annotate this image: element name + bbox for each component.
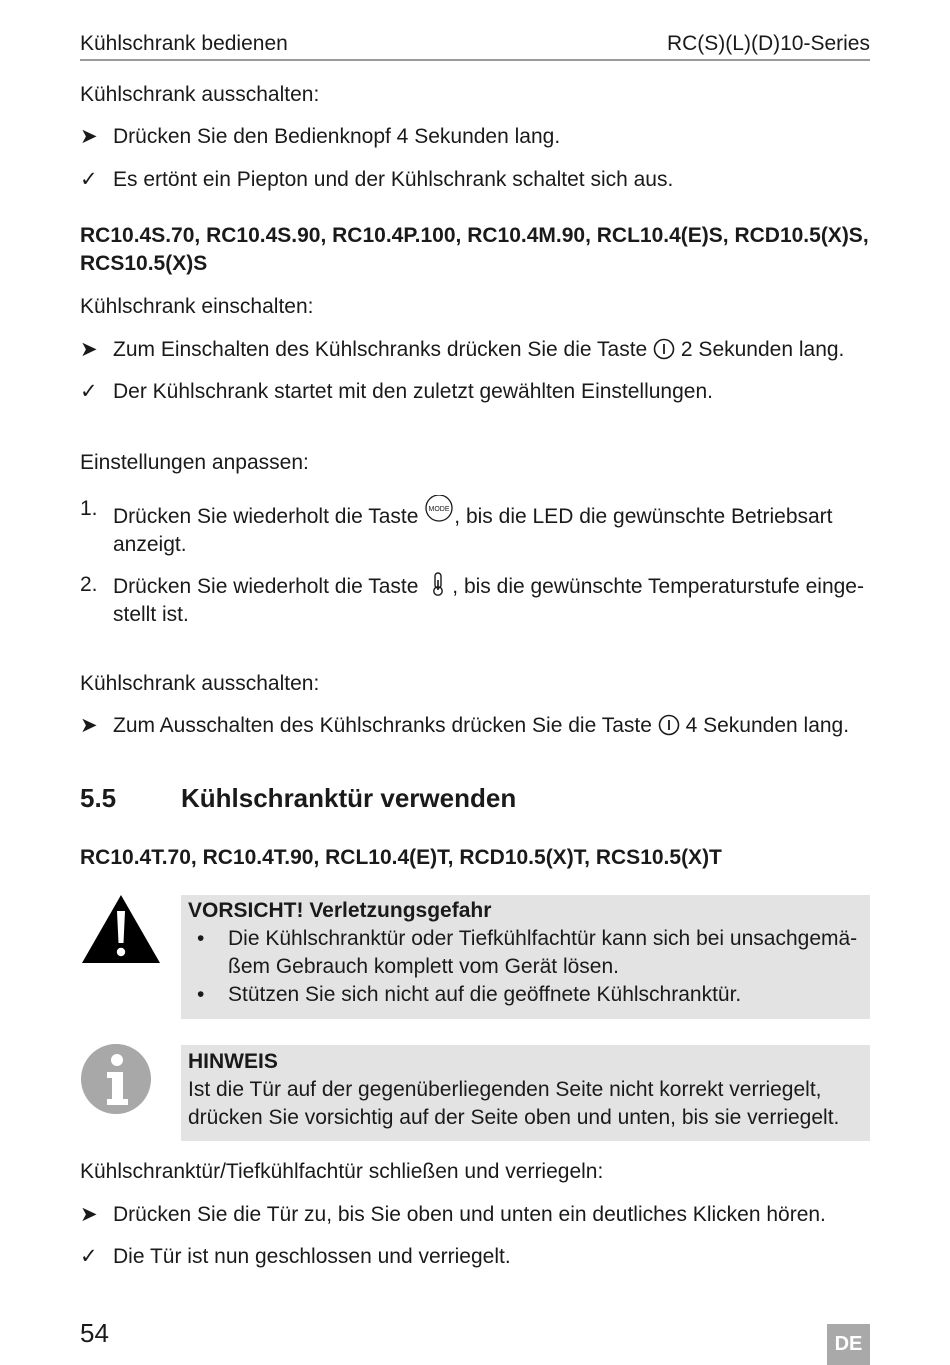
power-button-icon [658,714,680,736]
bullet-dot: • [197,927,205,950]
running-header-left: Kühlschrank bedienen [80,32,288,55]
action-arrow-icon: ➤ [80,338,98,361]
action-text-post: 2 Sekunden lang. [680,338,845,361]
step-text-pre: Drücken Sie wiederholt die Taste [113,505,419,528]
caution-box [181,895,870,1019]
switch-off-intro: Kühlschrank ausschalten: [80,83,320,106]
result-check-icon: ✓ [80,380,98,403]
door-lock-intro: Kühlschranktür/Tiefkühlfachtür schließen und verriegeln: [80,1160,604,1183]
result-text: Die Tür ist nun geschlossen und verriegelt. [113,1245,511,1268]
switch-on-intro: Kühlschrank einschalten: [80,295,314,318]
switch-off-intro: Kühlschrank ausschalten: [80,672,320,695]
step-text-post: , bis die gewünschte Temperaturstufe einge-stellt ist. [113,575,864,626]
header-divider [80,59,870,61]
note-title: HINWEIS [188,1050,278,1073]
caution-bullet-item [188,981,860,1009]
note-box [181,1045,870,1141]
action-text-post: 4 Sekunden lang. [685,714,850,737]
warning-triangle-icon [80,893,162,965]
model-heading: RC10.4S.70, RC10.4S.90, RC10.4P.100, RC10.4M.90, RCL10.4(E)S, RCD10.5(X)S, RCS10.5(X)S [80,224,869,275]
result-text: Es ertönt ein Piepton und der Kühlschrank schaltet sich aus. [113,168,674,191]
step-number: 1. [80,497,98,520]
model-heading: RC10.4T.70, RC10.4T.90, RCL10.4(E)T, RCD10.5(X)T, RCS10.5(X)T [80,846,722,869]
caution-item-text: Stützen Sie sich nicht auf die geöffnete Kühlschranktür. [228,983,742,1006]
thermometer-icon [424,571,452,597]
section-number: 5.5 [80,783,117,813]
result-text: Der Kühlschrank startet mit den zuletzt gewählten Einstellungen. [113,380,713,403]
step-text-post: , bis die LED die gewünschte Betriebsart anzeigt. [113,505,833,556]
action-text: Drücken Sie die Tür zu, bis Sie oben und unten ein deutliches Klicken hören. [113,1203,826,1226]
caution-title: VORSICHT! Verletzungsgefahr [188,899,492,922]
step-text [113,495,872,559]
page-number: 54 [80,1318,109,1348]
step-text [113,571,872,629]
settings-intro: Einstellungen anpassen: [80,451,309,474]
action-arrow-icon: ➤ [80,125,98,148]
action-text [113,712,872,740]
bullet-dot: • [197,983,205,1006]
action-arrow-icon: ➤ [80,714,98,737]
action-text-pre: Zum Ausschalten des Kühlschranks drücken Sie die Taste [113,714,652,737]
action-text-pre: Zum Einschalten des Kühlschranks drücken Sie die Taste [113,338,648,361]
result-check-icon: ✓ [80,168,98,191]
language-badge: DE [827,1324,870,1365]
caution-bullet-item [188,925,860,981]
mode-label: MODE [428,506,450,513]
caution-item-text: Die Kühlschranktür oder Tiefkühlfachtür kann sich bei unsachgemä-ßem Gebrauch komplett vom Gerät lösen. [228,927,858,978]
action-text: Drücken Sie den Bedienknopf 4 Sekunden lang. [113,125,561,148]
step-number: 2. [80,573,98,596]
section-title: Kühlschranktür verwenden [181,783,517,813]
action-arrow-icon: ➤ [80,1203,98,1226]
power-button-icon [653,338,675,360]
step-text-pre: Drücken Sie wiederholt die Taste [113,575,419,598]
info-icon [80,1043,152,1115]
result-check-icon: ✓ [80,1245,98,1268]
note-text: Ist die Tür auf der gegenüberliegenden Seite nicht korrekt verriegelt, drücken Sie vorsichtig auf der Seite oben und unten, bis sie verriegelt. [188,1078,840,1129]
running-header-right: RC(S)(L)(D)10-Series [666,32,870,55]
mode-button-icon [424,495,454,525]
action-text [113,336,872,364]
